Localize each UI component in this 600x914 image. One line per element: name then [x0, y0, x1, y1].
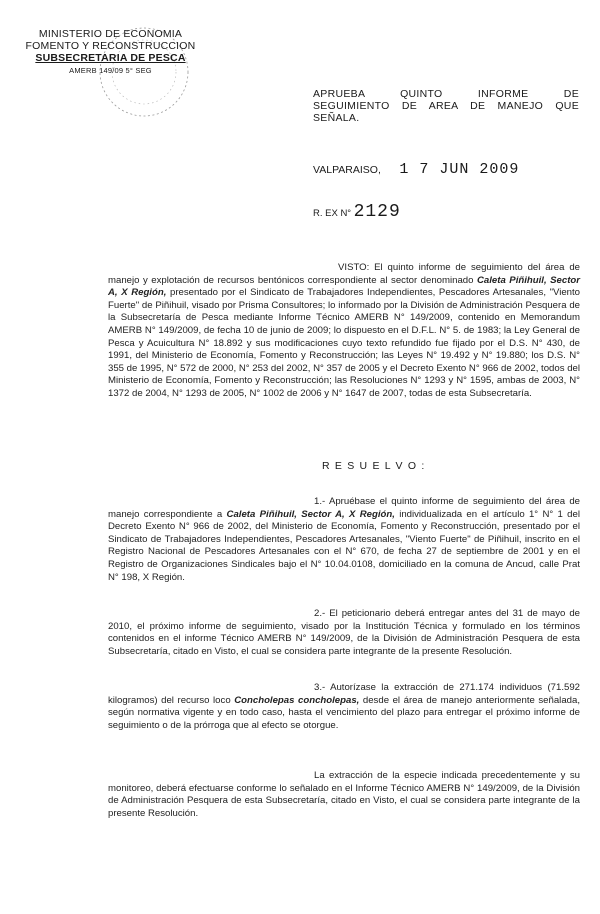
visto-paragraph [108, 262, 580, 401]
item-2-number: 2.- [314, 608, 326, 619]
dateline [313, 160, 519, 178]
stamp-reference: AMERB 149/09 5° SEG [69, 66, 152, 75]
item-3-text-1: Autorízase la extracción de 271.174 individuos (71.592 kilogramos) del recurso loco [108, 682, 580, 706]
item-3-number: 3.- [314, 682, 326, 693]
extraction-paragraph [108, 770, 580, 820]
resolution-value: 2129 [353, 202, 401, 222]
resuelvo-heading: R E S U E L V O : [322, 460, 426, 472]
visto-label: VISTO: [338, 262, 370, 273]
heading-line-3: SEÑALA. [313, 112, 360, 124]
stamp-fomento: FOMENTO Y RECONSTRUCCION [25, 40, 196, 52]
stamp-ministry: MINISTERIO DE ECONOMIA [38, 28, 183, 40]
visto-text-2: presentado por el Sindicato de Trabajadores Independientes, Pescadores Artesanales, "Viento Fuerte" de Piñihuil, visado por Prisma Consultores; lo informado por la División de Administración Pesquera de la Subsecretaría de Pesca mediante Informe Técnico AMERB N° 149/2009, contenido en Memorandum AMERB N° 149/2009, de fecha 10 de junio de 2009; lo dispuesto en el D.F.L. N° 5. de 1983; la Ley General de Pesca y Acuicultura N° 18.892 y sus modificaciones cuyo texto refundido fue fijado por el D.S. N° 430, de 1991, del Ministerio de Economía, Fomento y Reconstrucción; las Leyes N° 19.492 y N° 19.880; los D.S. N° 355 de 1995, N° 572 de 2000, N° 253 del 2002, N° 357 de 2005 y el Decreto Exento N° 966 de 2002, todos del Ministerio de Economía, Fomento y Reconstrucción; las Resoluciones N° 1293 y N° 1595, ambas de 2003, N° 1372 de 2004, N° 1293 de 2005, N° 1002 de 2006 y N° 1647 de 2007, todas de esta Subsecretaría. [108, 287, 581, 399]
visto-text-1: El quinto informe de seguimiento del área de manejo y explotación de recursos bentónicos correspondiente al sector denominado [108, 262, 580, 286]
item-1-number: 1.- [314, 496, 326, 507]
dateline-date-stamp: 1 7 JUN 2009 [399, 161, 520, 178]
ministry-stamp [18, 24, 218, 104]
item-3-text-2: desde el área de manejo anteriormente señalada, según normativa vigente y en todo caso, hasta el vencimiento del plazo para entregar el próximo informe de seguimiento o de la prórroga que al efecto se otorgue. [108, 694, 580, 731]
resolution-prefix: R. EX N° [313, 208, 352, 219]
visto-sector: Caleta Piñihuil, Sector A, X Región, [108, 274, 580, 299]
item-2-text: El peticionario deberá entregar antes del 31 de mayo de 2010, el próximo informe de seguimiento, visado por la Institución Técnica y formulado en los términos contenidos en el informe Técnico AMERB N° 149/2009, de la División de Administración Pesquera de esta Subsecretaría, citado en Visto, el cual se considera parte integrante de la presente Resolución. [108, 608, 580, 657]
document-heading [313, 88, 579, 124]
resolution-item-1 [108, 496, 580, 584]
heading-line-1: APRUEBA QUINTO INFORME DE [313, 88, 579, 100]
resolution-item-2 [108, 608, 580, 658]
resolution-number [313, 202, 401, 222]
item-3-species: Concholepas concholepas, [234, 694, 360, 706]
item-1-text-1: Apruébase el quinto informe de seguimiento del área de manejo correspondiente a [108, 496, 581, 520]
item-1-sector: Caleta Piñihuil, Sector A, X Región, [226, 508, 395, 520]
heading-line-2: SEGUIMIENTO DE AREA DE MANEJO QUE [313, 100, 579, 112]
resolution-item-3 [108, 682, 580, 732]
item-1-text-2: individualizada en el artículo 1° N° 1 del Decreto Exento N° 966 de 2002, del Ministerio de Economía, Fomento y Reconstrucción, presentado por el Sindicato de Trabajadores Independientes, Pescadores Artesanales, "Viento Fuerte" de Piñihuil, inscrito en el Registro Nacional de Pescadores Artesanales con el N° 670, de fecha 27 de septiembre de 2001 y en el Registro de Organizaciones Sindicales bajo el N° 10.04.0108, domiciliado en la comuna de Ancud, calle Prat N° 198, X Región. [108, 508, 580, 583]
extraction-text: La extracción de la especie indicada precedentemente y su monitoreo, deberá efectuarse conforme lo señalado en el Informe Técnico AMERB N° 149/2009, de la División de Administración Pesquera de esta Subsecretaría, citado en Visto, el cual se considera parte integrante de la presente Resolución. [108, 770, 580, 819]
stamp-subsecretaria: SUBSECRETARIA DE PESCA [35, 52, 186, 64]
dateline-city: VALPARAISO, [313, 164, 381, 176]
